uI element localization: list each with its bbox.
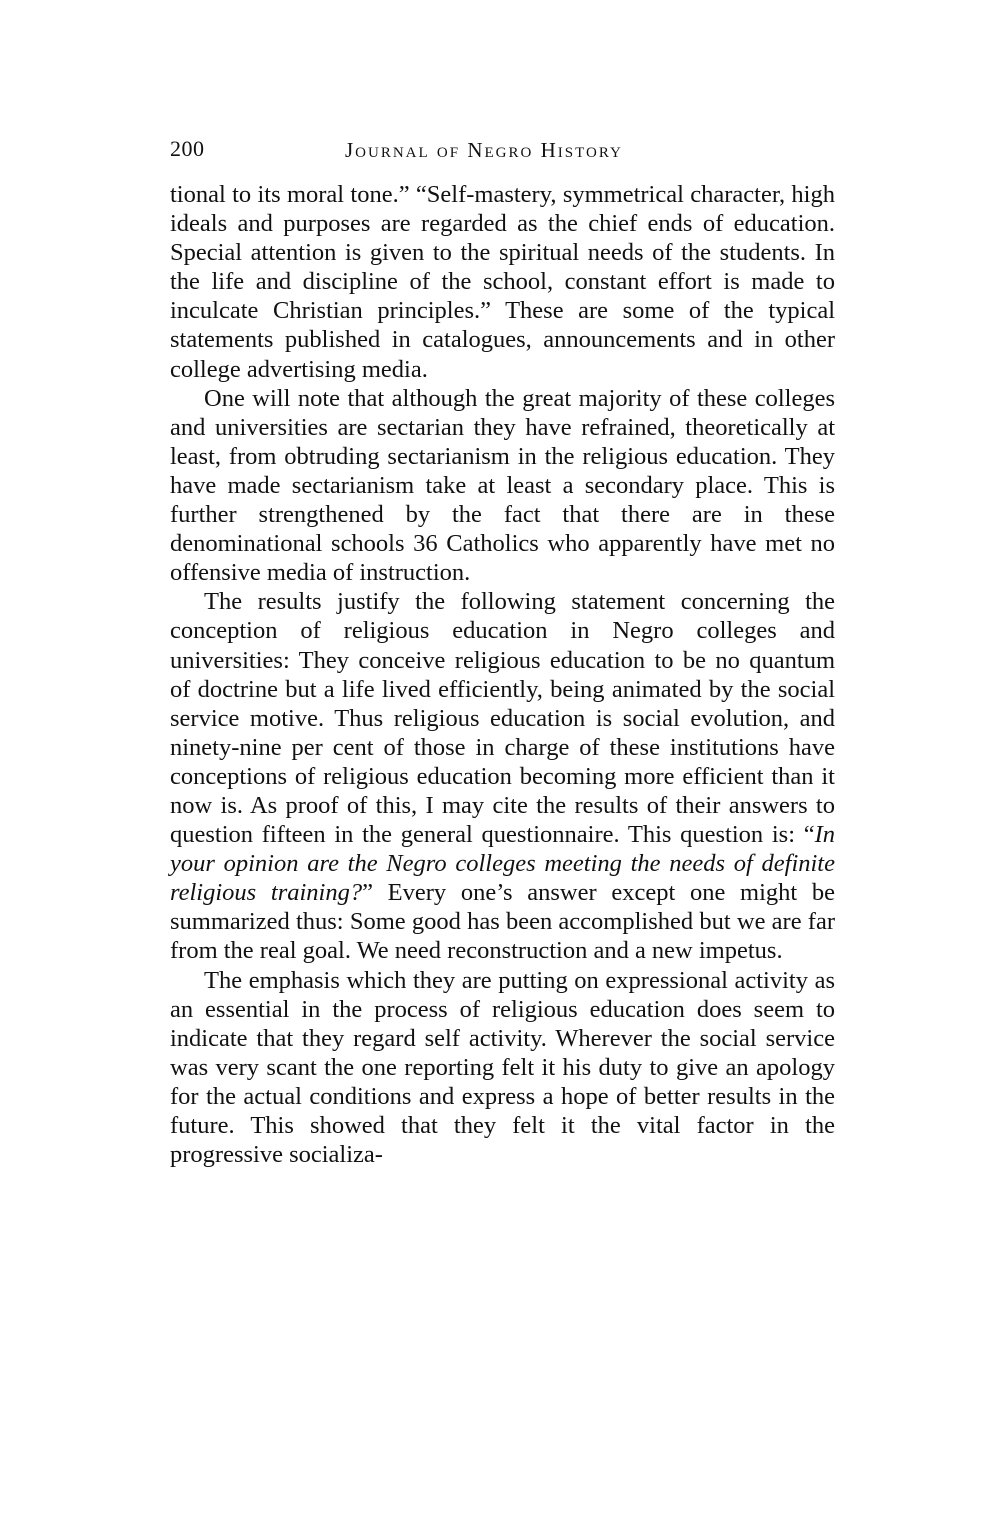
paragraph: The emphasis which they are putting on expressional activity as an essential in the process of religious education does seem to indicate that they regard self activity. Wherever the social service was very scant the one reporting felt it his duty to give an apology for the actual conditions and express a hope of better results in the future. This showed that they felt it the vital factor in the progressive socializa-: [170, 966, 835, 1169]
paragraph: One will note that although the great majority of these colleges and universities are sectarian they have refrained, theoretically at least, from obtruding sectarianism in the religious education. They have made sectarianism take at least a secondary place. This is further strengthened by the fact that there are in these denominational schools 36 Catholics who apparently have met no offensive media of instruction.: [170, 384, 835, 587]
page-number: 200: [170, 136, 205, 161]
page-header: [170, 136, 835, 166]
paragraph-text: ” Every one’s answer except one might be summarized thus: Some good has been accomplished but we are far from the real goal. We need reconstruction and a new impetus.: [170, 879, 835, 965]
paragraph: [170, 587, 835, 965]
paragraph-continued: tional to its moral tone.” “Self-mastery, symmetrical character, high ideals and purposes are regarded as the chief ends of education. Special attention is given to the spiritual needs of the students. In the life and discipline of the school, constant effort is made to inculcate Christian principles.” These are some of the typical statements published in catalogues, announcements and in other college advertising media.: [170, 181, 835, 383]
italic-question: In your opinion are the Negro colleges meeting the needs of definite religious training?: [170, 821, 835, 907]
running-head: Journal of Negro History: [345, 138, 623, 162]
body-text: [170, 180, 835, 1169]
paragraph-text: The results justify the following statement concerning the conception of religious education in Negro colleges and universities: They conceive religious education to be no quantum of doctrine but a life lived efficiently, being animated by the social service motive. Thus religious education is social evolution, and ninety-nine per cent of those in charge of these institutions have conceptions of religious education becoming more efficient than it now is. As proof of this, I may cite the results of their answers to question fifteen in the general questionnaire. This question is: “: [170, 588, 835, 849]
